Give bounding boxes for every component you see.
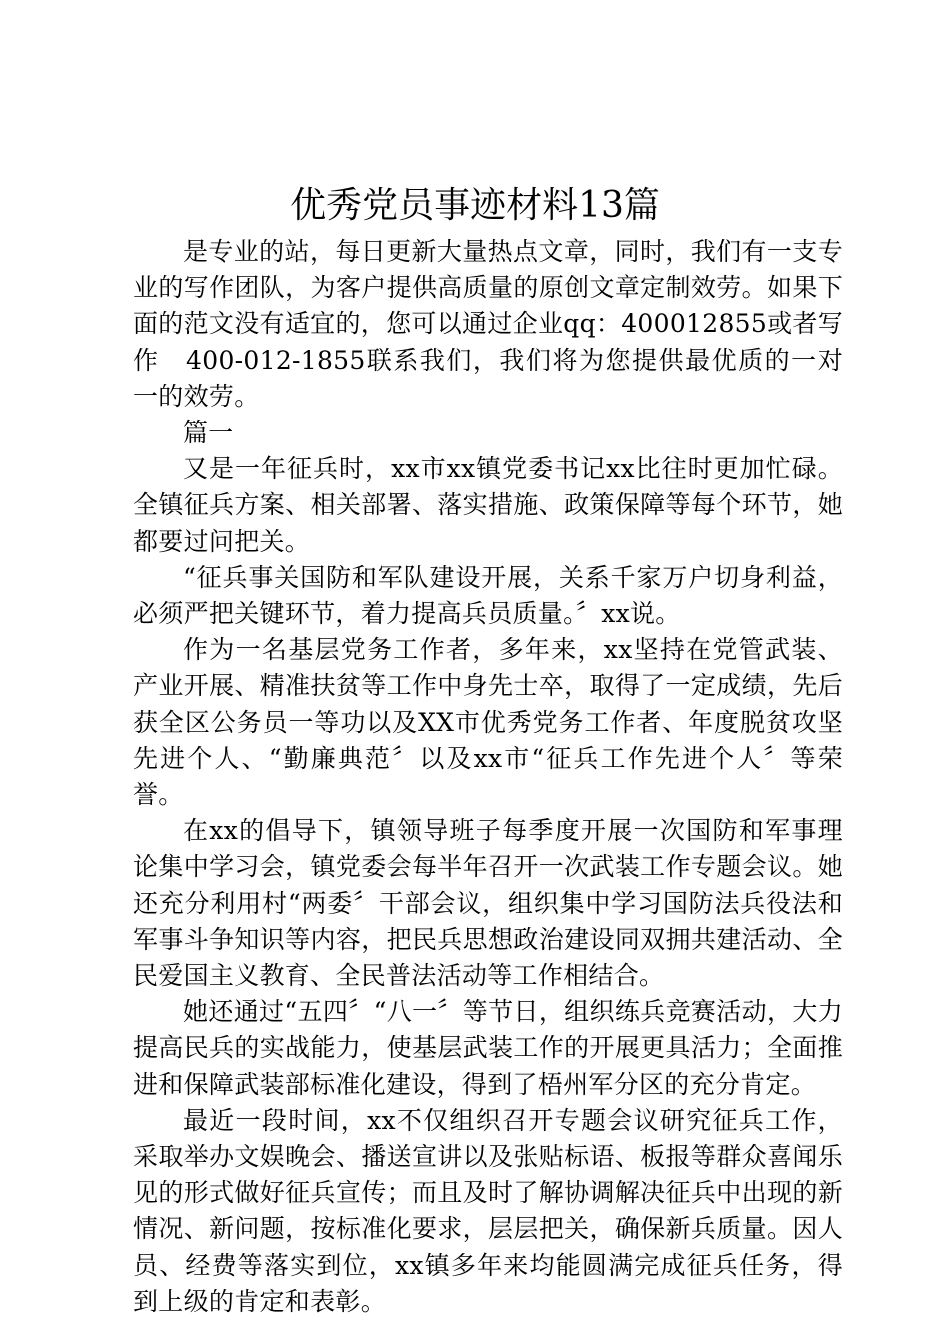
paragraph: 她还通过“五四〞“八一〞等节日，组织练兵竞赛活动，大力提高民兵的实战能力，使基层武装工作的开展更具活力；全面推进和保障武装部标准化建设，得到了梧州军分区的充分肯定。 <box>133 997 843 1099</box>
section-heading: 篇一 <box>183 418 234 448</box>
paragraph: 作为一名基层党务工作者，多年来，xx坚持在党管武装、产业开展、精准扶贫等工作中身先士卒，取得了一定成绩，先后获全区公务员一等功以及XX市优秀党务工作者、年度脱贫攻坚先进个人、“勤廉典范〞以及xx市“征兵工作先进个人〞等荣誉。 <box>133 635 843 810</box>
paragraph: 又是一年征兵时，xx市xx镇党委书记xx比往时更加忙碌。全镇征兵方案、相关部署、落实措施、政策保障等每个环节，她都要过问把关。 <box>133 454 843 556</box>
document-title: 优秀党员事迹材料13篇 <box>290 185 660 226</box>
paragraph: 在xx的倡导下，镇领导班子每季度开展一次国防和军事理论集中学习会，镇党委会每半年召开一次武装工作专题会议。她还充分利用村“两委〞干部会议，组织集中学习国防法兵役法和军事斗争知识等内容，把民兵思想政治建设同双拥共建活动、全民爱国主义教育、全民普法活动等工作相结合。 <box>133 816 843 991</box>
paragraph-quote: “征兵事关国防和军队建设开展，关系千家万户切身利益，必须严把关键环节，着力提高兵员质量。〞xx说。 <box>133 562 843 629</box>
document-body <box>133 234 843 1320</box>
paragraph: 最近一段时间，xx不仅组织召开专题会议研究征兵工作，采取举办文娱晚会、播送宣讲以及张贴标语、板报等群众喜闻乐见的形式做好征兵宣传；而且及时了解协调解决征兵中出现的新情况、新问题，按标准化要求，层层把关，确保新兵质量。因人员、经费等落实到位，xx镇多年来均能圆满完成征兵任务，得到上级的肯定和表彰。 <box>133 1105 843 1316</box>
paragraph-intro: 是专业的站，每日更新大量热点文章，同时，我们有一支专业的写作团队，为客户提供高质量的原创文章定制效劳。如果下面的范文没有适宜的，您可以通过企业qq：400012855或者写作 400-012-1855联系我们，我们将为您提供最优质的一对一的效劳。 <box>133 237 843 411</box>
